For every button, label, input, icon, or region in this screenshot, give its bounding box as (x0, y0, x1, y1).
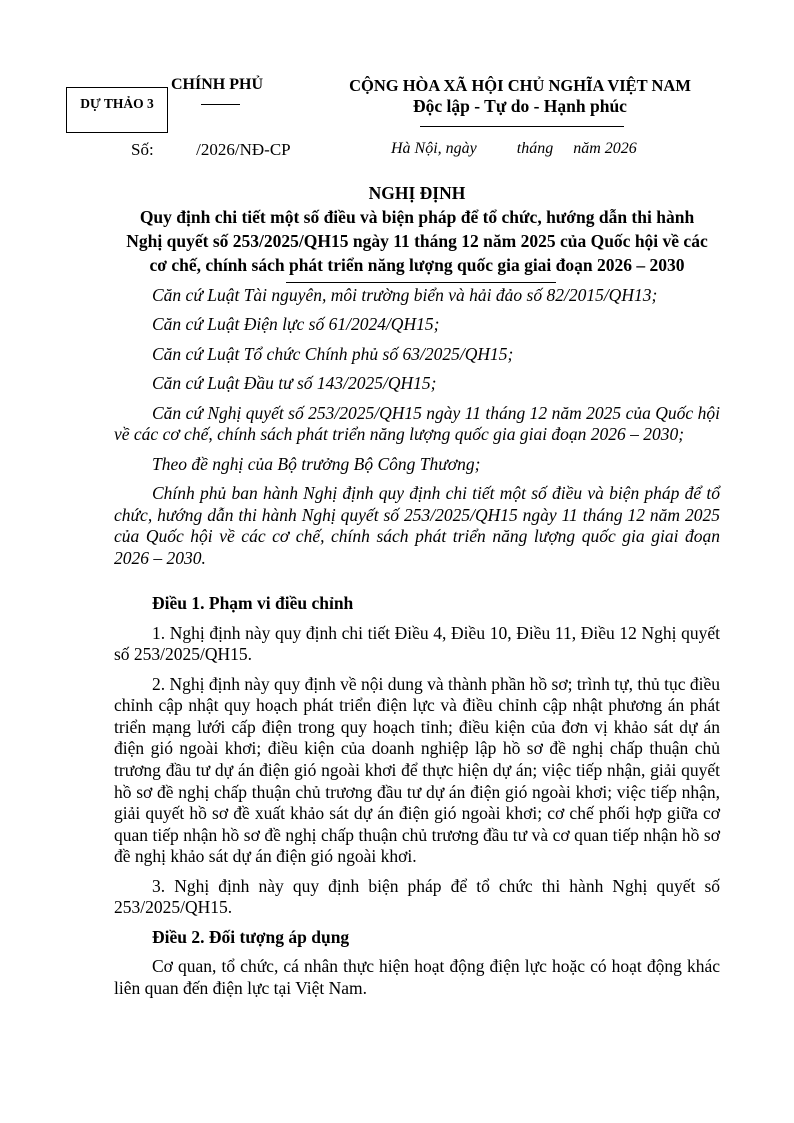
article-2-clause: Cơ quan, tổ chức, cá nhân thực hiện hoạt động điện lực hoặc có hoạt động khác liên quan đến điện lực tại Việt Nam. (114, 956, 720, 998)
issuing-agency: CHÍNH PHỦ (171, 76, 263, 93)
document-number: Số: /2026/NĐ-CP (131, 140, 291, 159)
article-2-heading: Điều 2. Đối tượng áp dụng (152, 926, 350, 947)
document-body (114, 285, 720, 999)
national-motto: Độc lập - Tự do - Hạnh phúc (413, 96, 627, 116)
document-type: NGHỊ ĐỊNH (368, 183, 466, 203)
preamble-promulgation: Chính phủ ban hành Nghị định quy định chi tiết một số điều và biện pháp để tổ chức, hướng dẫn thi hành Nghị quyết số 253/2025/QH15 ngày 11 tháng 12 năm 2025 của Quốc hội về các cơ chế, chính sách phát triển năng lượng quốc gia giai đoạn 2026 – 2030. (114, 482, 720, 568)
preamble-proposal: Theo đề nghị của Bộ trưởng Bộ Công Thương; (152, 453, 481, 474)
draft-label: DỰ THẢO 3 (80, 96, 154, 111)
preamble-basis: Căn cứ Luật Điện lực số 61/2024/QH15; (152, 314, 440, 335)
article-1-clause-3: 3. Nghị định này quy định biện pháp để tổ chức thi hành Nghị quyết số 253/2025/QH15. (114, 875, 720, 918)
title-line: Quy định chi tiết một số điều và biện pháp để tổ chức, hướng dẫn thi hành (139, 207, 695, 227)
preamble-basis: Căn cứ Luật Tổ chức Chính phủ số 63/2025/QH15; (152, 343, 514, 364)
nation-name: CỘNG HÒA XÃ HỘI CHỦ NGHĨA VIỆT NAM (349, 76, 691, 95)
agency-divider (201, 104, 240, 105)
preamble-basis: Căn cứ Luật Đầu tư số 143/2025/QH15; (152, 373, 437, 394)
article-1-heading: Điều 1. Phạm vi điều chỉnh (152, 593, 354, 614)
place-date-line: Hà Nội, ngày tháng năm 2026 (391, 140, 637, 157)
document-title (114, 205, 720, 277)
article-1-clause-2: 2. Nghị định này quy định về nội dung và thành phần hồ sơ; trình tự, thủ tục điều chỉnh cập nhật quy hoạch phát triển điện lực và điều chỉnh cập nhật phương án phát triển mạng lưới cấp điện trong quy hoạch tỉnh; điều kiện của đơn vị khảo sát dự án điện gió ngoài khơi; điều kiện của doanh nghiệp lập hồ sơ đề nghị chấp thuận chủ trương đầu tư dự án điện gió ngoài khơi để thực hiện dự án; việc tiếp nhận, giải quyết hồ sơ đề nghị chấp thuận chủ trương đầu tư dự án điện gió ngoài khơi; việc tiếp nhận, giải quyết hồ sơ đề xuất khảo sát dự án điện gió ngoài khơi; cơ chế phối hợp giữa cơ quan tiếp nhận hồ sơ đề nghị chấp thuận chủ trương đầu tư và cơ quan tiếp nhận hồ sơ đề nghị khảo sát dự án điện gió ngoài khơi. (114, 673, 720, 867)
title-divider (286, 282, 556, 283)
title-line: cơ chế, chính sách phát triển năng lượng quốc gia giai đoạn 2026 – 2030 (149, 255, 685, 275)
motto-divider (420, 126, 624, 127)
article-1-clause-1: 1. Nghị định này quy định chi tiết Điều 4, Điều 10, Điều 11, Điều 12 Nghị quyết số 253/2025/QH15. (114, 622, 720, 665)
preamble-basis: Căn cứ Luật Tài nguyên, môi trường biển và hải đảo số 82/2015/QH13; (152, 285, 658, 305)
preamble-basis: Căn cứ Nghị quyết số 253/2025/QH15 ngày 11 tháng 12 năm 2025 của Quốc hội về các cơ chế, chính sách phát triển năng lượng quốc gia giai đoạn 2026 – 2030; (114, 402, 720, 445)
title-line: Nghị quyết số 253/2025/QH15 ngày 11 tháng 12 năm 2025 của Quốc hội về các (126, 231, 708, 251)
